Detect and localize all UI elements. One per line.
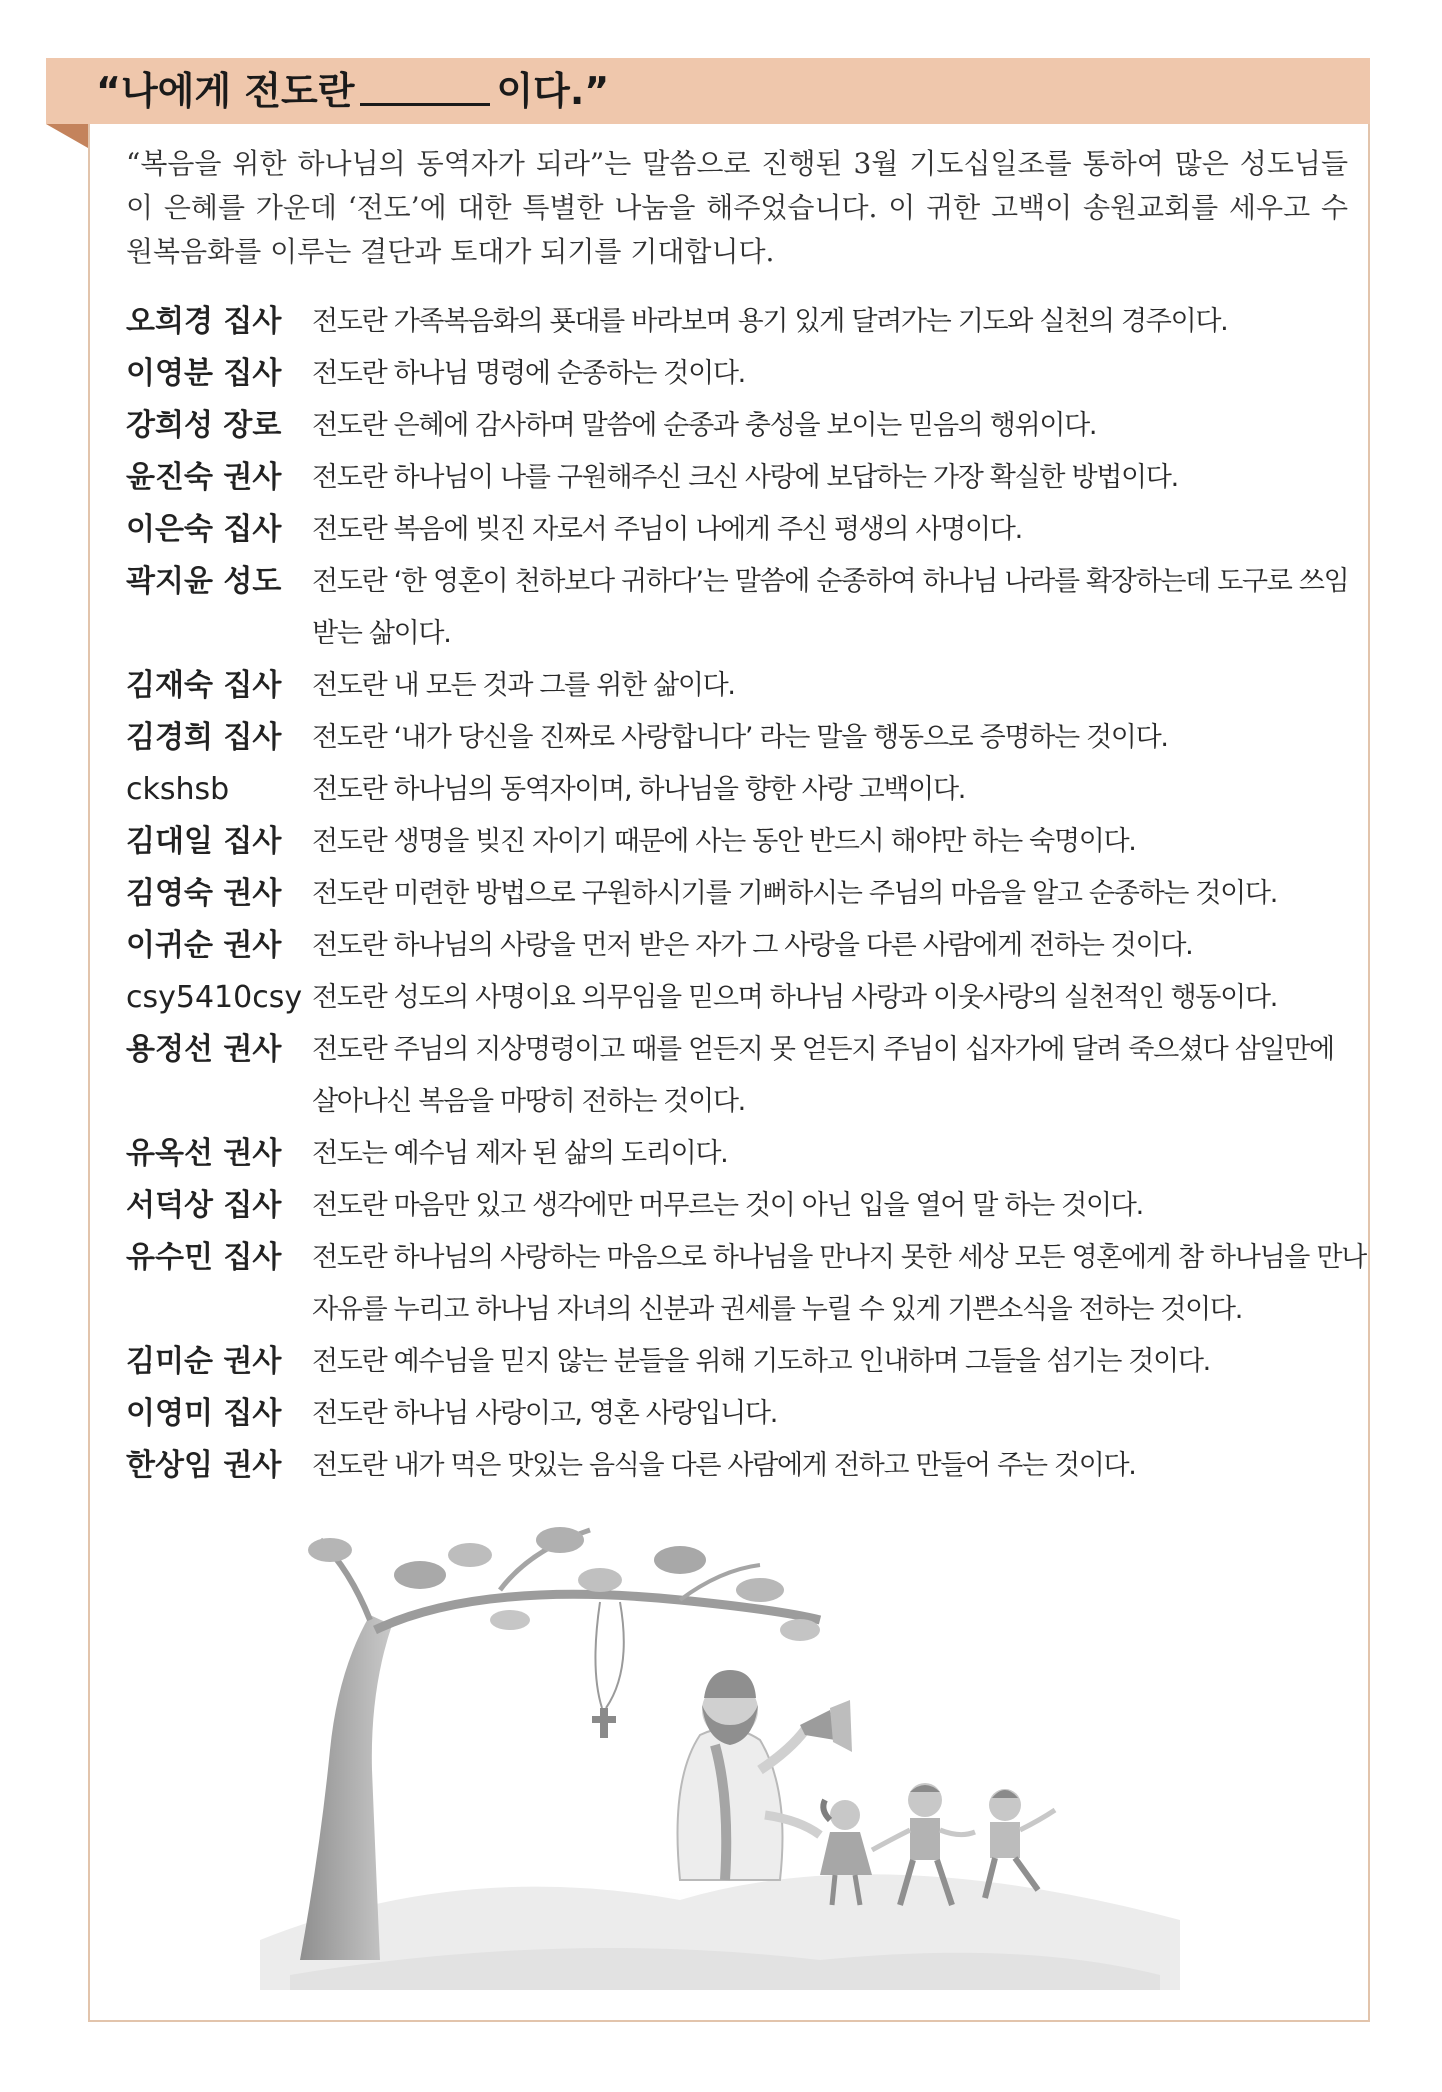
entry-text: 전도란 성도의 사명이요 의무임을 믿으며 하나님 사랑과 이웃사랑의 실천적인 행동이다. [312,982,1277,1013]
testimony-entry [126,1232,1366,1336]
entry-name: 이은숙 집사 [126,512,282,547]
entry-text: 전도는 예수님 제자 된 삶의 도리이다. [312,1138,728,1169]
entry-text: 전도란 예수님을 믿지 않는 분들을 위해 기도하고 인내하며 그들을 섬기는 것이다. [312,1346,1210,1377]
entry-text: 전도란 미련한 방법으로 구원하시기를 기뻐하시는 주님의 마음을 알고 순종하는 것이다. [312,878,1277,909]
entry-text: 전도란 ‘한 영혼이 천하보다 귀하다’는 말씀에 순종하여 하나님 나라를 확장하는데 도구로 쓰임 받는 삶이다. [312,566,1349,649]
entry-name: 용정선 권사 [126,1032,282,1067]
entry-text: 전도란 내가 먹은 맛있는 음식을 다른 사람에게 전하고 만들어 주는 것이다. [312,1450,1136,1481]
entry-text: 전도란 생명을 빚진 자이기 때문에 사는 동안 반드시 해야만 하는 숙명이다. [312,826,1136,857]
testimony-list [126,296,1366,1492]
testimony-entry [126,1180,1366,1232]
testimony-entry [126,764,1366,816]
entry-name: 이영분 집사 [126,356,282,391]
entry-text: 전도란 복음에 빚진 자로서 주님이 나에게 주신 평생의 사명이다. [312,514,1022,545]
entry-name: 오희경 집사 [126,304,282,339]
entry-name: 김미순 권사 [126,1344,282,1379]
entry-name: 김대일 집사 [126,824,282,859]
hanging-cross [592,1602,624,1738]
entry-text: 전도란 하나님 명령에 순종하는 것이다. [312,358,745,389]
entry-name: 서덕상 집사 [126,1188,282,1223]
testimony-entry [126,868,1366,920]
entry-name: csy5410csy [126,980,303,1015]
testimony-entry [126,452,1366,504]
testimony-entry [126,504,1366,556]
title-after: 이다.” [496,69,610,113]
testimony-entry [126,1388,1366,1440]
entry-text: 전도란 하나님 사랑이고, 영혼 사랑입니다. [312,1398,777,1429]
page-title [96,58,609,124]
testimony-entry [126,1336,1366,1388]
entry-text: 전도란 은혜에 감사하며 말씀에 순종과 충성을 보이는 믿음의 행위이다. [312,410,1097,441]
testimony-entry [126,348,1366,400]
entry-name: 유수민 집사 [126,1240,282,1275]
entry-text: 전도란 하나님의 동역자이며, 하나님을 향한 사랑 고백이다. [312,774,966,805]
entry-name: 김경희 집사 [126,720,282,755]
testimony-entry [126,296,1366,348]
entry-name: 한상임 권사 [126,1448,282,1483]
testimony-entry [126,400,1366,452]
entry-name: 이영미 집사 [126,1396,282,1431]
entry-text: 전도란 하나님의 사랑하는 마음으로 하나님을 만나지 못한 세상 모든 영혼에게 참 하나님을 만나 자유를 누리고 하나님 자녀의 신분과 권세를 누릴 수 있게 기쁜소식을 전하는 것이다. [312,1242,1366,1325]
entry-text: 전도란 하나님이 나를 구원해주신 크신 사랑에 보답하는 가장 확실한 방법이다. [312,462,1178,493]
title-before: “나에게 전도란 [96,69,355,113]
testimony-entry [126,556,1366,660]
entry-name: 곽지윤 성도 [126,564,282,599]
entry-name: 윤진숙 권사 [126,460,282,495]
entry-name: 유옥선 권사 [126,1136,282,1171]
testimony-entry [126,972,1366,1024]
title-blank-line [360,69,490,106]
evangelism-illustration [260,1520,1180,1990]
intro-paragraph: “복음을 위한 하나님의 동역자가 되라”는 말씀으로 진행된 3월 기도십일조를 통하여 많은 성도님들이 은혜를 가운데 ‘전도’에 대한 특별한 나눔을 해주었습니다. 이 귀한 고백이 송원교회를 세우고 수원복음화를 이루는 결단과 토대가 되기를 기대합니다. [126,147,1348,268]
testimony-entry [126,1128,1366,1180]
testimony-entry [126,920,1366,972]
entry-name: 강희성 장로 [126,408,282,443]
testimony-entry [126,1440,1366,1492]
testimony-entry [126,1024,1366,1128]
testimony-entry [126,660,1366,712]
entry-name: 김재숙 집사 [126,668,282,703]
entry-name: 김영숙 권사 [126,876,282,911]
entry-text: 전도란 주님의 지상명령이고 때를 얻든지 못 얻든지 주님이 십자가에 달려 죽으셨다 삼일만에 살아나신 복음을 마땅히 전하는 것이다. [312,1034,1334,1117]
banner-fold [46,124,88,148]
entry-name: ckshsb [126,772,230,807]
testimony-entry [126,712,1366,764]
entry-text: 전도란 하나님의 사랑을 먼저 받은 자가 그 사랑을 다른 사람에게 전하는 것이다. [312,930,1193,961]
entry-text: 전도란 내 모든 것과 그를 위한 삶이다. [312,670,735,701]
entry-text: 전도란 마음만 있고 생각에만 머무르는 것이 아닌 입을 열어 말 하는 것이다. [312,1190,1143,1221]
entry-text: 전도란 가족복음화의 푯대를 바라보며 용기 있게 달려가는 기도와 실천의 경주이다. [312,306,1228,337]
entry-text: 전도란 ‘내가 당신을 진짜로 사랑합니다’ 라는 말을 행동으로 증명하는 것이다. [312,722,1168,753]
entry-name: 이귀순 권사 [126,928,282,963]
testimony-entry [126,816,1366,868]
